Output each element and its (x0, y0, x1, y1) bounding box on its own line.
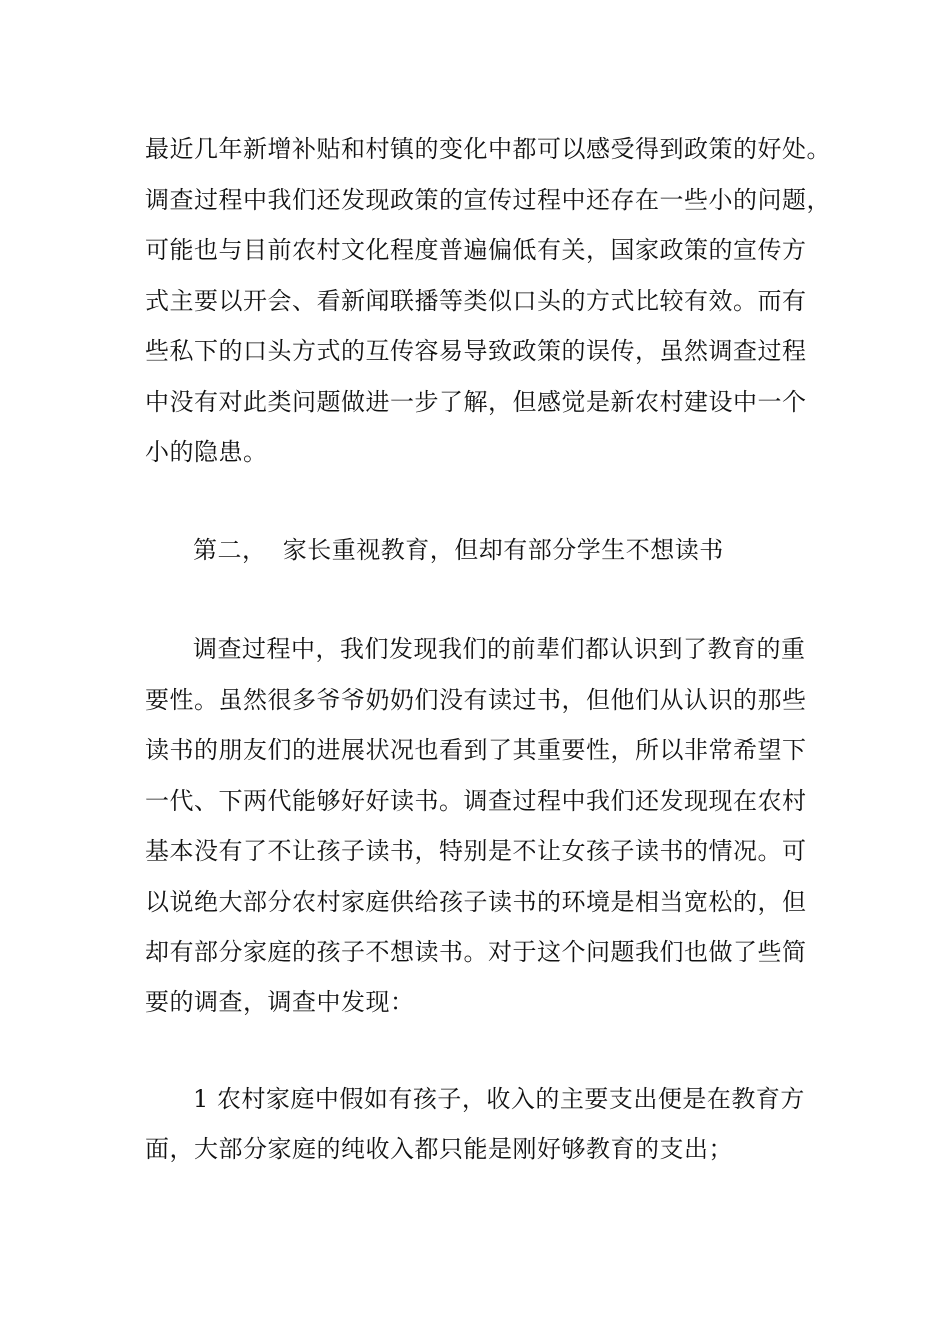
paragraph-1-line-2: 调查过程中我们还发现政策的宣传过程中还存在一些小的问题， (145, 186, 831, 214)
paragraph-1-line-7: 小的隐患。 (145, 438, 268, 466)
paragraph-1-line-3: 可能也与目前农村文化程度普遍偏低有关，国家政策的宣传方 (145, 236, 807, 264)
paragraph-2-line-3: 读书的朋友们的进展状况也看到了其重要性，所以非常希望下 (145, 736, 807, 764)
paragraph-2-line-5: 基本没有了不让孩子读书，特别是不让女孩子读书的情况。可 (145, 837, 807, 865)
paragraph-2-line-1: 调查过程中，我们发现我们的前辈们都认识到了教育的重 (193, 635, 806, 663)
paragraph-2-line-2: 要性。虽然很多爷爷奶奶们没有读过书，但他们从认识的那些 (145, 686, 807, 714)
paragraph-1-line-1: 最近几年新增补贴和村镇的变化中都可以感受得到政策的好处。 (145, 135, 831, 163)
paragraph-3-line-1: 1 农村家庭中假如有孩子，收入的主要支出便是在教育方 (193, 1085, 805, 1113)
paragraph-1-line-4: 式主要以开会、看新闻联播等类似口头的方式比较有效。而有 (145, 287, 807, 315)
paragraph-3-line-2: 面，大部分家庭的纯收入都只能是刚好够教育的支出； (145, 1135, 733, 1163)
paragraph-1-line-6: 中没有对此类问题做进一步了解，但感觉是新农村建设中一个 (145, 388, 807, 416)
paragraph-2-line-8: 要的调查，调查中发现： (145, 988, 415, 1016)
section-heading: 第二， 家长重视教育，但却有部分学生不想读书 (193, 536, 724, 564)
paragraph-2-line-7: 却有部分家庭的孩子不想读书。对于这个问题我们也做了些简 (145, 938, 807, 966)
paragraph-1-line-5: 些私下的口头方式的互传容易导致政策的误传，虽然调查过程 (145, 337, 807, 365)
paragraph-2-line-6: 以说绝大部分农村家庭供给孩子读书的环境是相当宽松的，但 (145, 888, 807, 916)
paragraph-2-line-4: 一代、下两代能够好好读书。调查过程中我们还发现现在农村 (145, 787, 807, 815)
